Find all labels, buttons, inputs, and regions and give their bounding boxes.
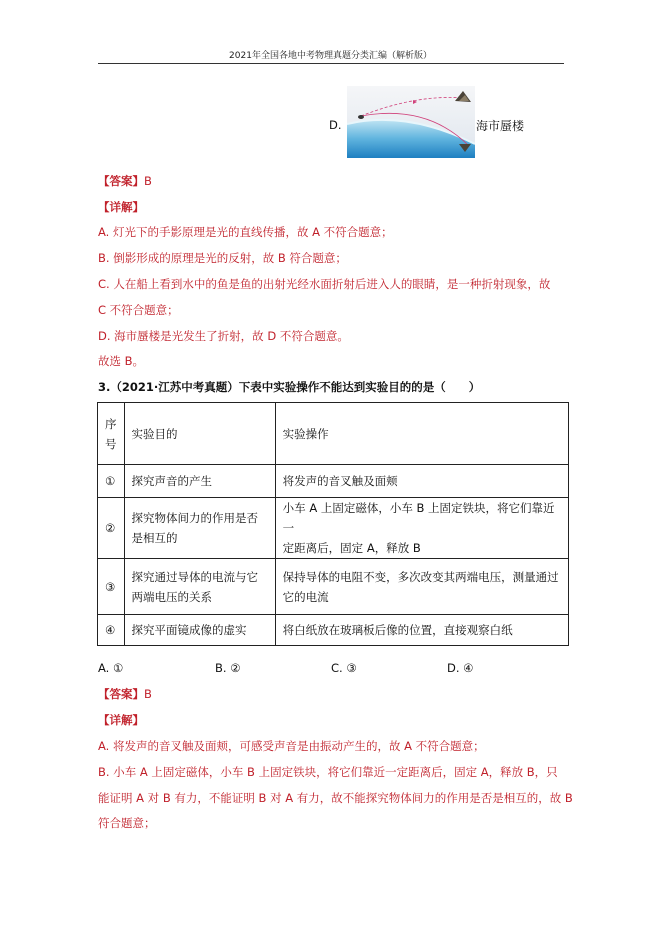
detail-tag: 【详解】 <box>98 200 144 214</box>
table-row <box>98 498 569 559</box>
q2-detail-line: B. 倒影形成的原理是光的反射，故 B 符合题意； <box>98 251 347 265</box>
option-d-letter: D. <box>329 118 342 132</box>
row-purpose: 探究平面镜成像的虚实 <box>124 615 275 646</box>
row-no: ① <box>98 465 125 498</box>
q3-detail-tag <box>98 712 144 728</box>
operation-line: 它的电流 <box>282 589 329 604</box>
table-row <box>98 559 569 615</box>
detail-tag: 【详解】 <box>98 713 144 727</box>
q2-detail-line: A. 灯光下的手影原理是光的直线传播，故 A 不符合题意； <box>98 225 393 239</box>
page-header: 2021年全国各地中考物理真题分类汇编（解析版） <box>229 51 432 61</box>
operation-line: 定距离后，固定 A，释放 B <box>282 541 421 555</box>
row-no: ④ <box>98 615 125 646</box>
q3-detail-line: B. 小车 A 上固定磁体，小车 B 上固定铁块，将它们靠近一定距离后，固定 A，释放 B，只 <box>98 765 558 779</box>
q2-detail-tag <box>98 199 144 215</box>
purpose-line: 探究通过导体的电流与它 <box>131 569 258 584</box>
answer-value: B <box>144 687 152 701</box>
purpose-line: 两端电压的关系 <box>131 589 212 604</box>
option-a: A. ① <box>98 661 124 675</box>
row-purpose <box>124 498 275 559</box>
answer-tag: 【答案】 <box>98 174 144 188</box>
q2-detail-line: C 不符合题意； <box>98 303 179 317</box>
header-no-line: 号 <box>105 436 117 451</box>
row-no: ② <box>98 498 125 559</box>
q3-detail-line: 能证明 A 对 B 有力，不能证明 B 对 A 有力，故不能探究物体间力的作用是否是相互的，故 B <box>98 791 573 805</box>
option-d: D. ④ <box>447 661 474 675</box>
operation-line: 小车 A 上固定磁体，小车 B 上固定铁块，将它们靠近一 <box>282 501 555 535</box>
q3-detail-line: 符合题意； <box>98 816 156 830</box>
table-header-row <box>98 403 569 465</box>
header-operation: 实验操作 <box>275 403 568 465</box>
header-divider <box>98 63 564 64</box>
q2-answer <box>98 173 152 189</box>
row-no: ③ <box>98 559 125 615</box>
option-d-caption: 海市蜃楼 <box>476 119 525 133</box>
q2-conclusion: 故选 B。 <box>98 354 145 368</box>
header-no-line: 序 <box>105 416 117 431</box>
q3-stem: 3.（2021·江苏中考真题）下表中实验操作不能达到实验目的的是（ ） <box>98 380 481 394</box>
experiment-table <box>97 402 569 646</box>
table-row <box>98 615 569 646</box>
operation-line: 保持导体的电阻不变，多次改变其两端电压，测量通过 <box>282 569 559 584</box>
purpose-line: 是相互的 <box>131 531 178 545</box>
purpose-line: 探究物体间力的作用是否 <box>131 511 258 525</box>
option-c: C. ③ <box>331 661 357 675</box>
row-purpose: 探究声音的产生 <box>124 465 275 498</box>
q2-detail-line: D. 海市蜃楼是光发生了折射，故 D 不符合题意。 <box>98 329 349 343</box>
answer-tag: 【答案】 <box>98 687 144 701</box>
table-row <box>98 465 569 498</box>
row-operation <box>275 559 568 615</box>
row-operation: 将发声的音叉触及面颊 <box>275 465 568 498</box>
answer-value: B <box>144 174 152 188</box>
header-purpose: 实验目的 <box>124 403 275 465</box>
row-purpose <box>124 559 275 615</box>
q3-detail-line: A. 将发声的音叉触及面颊，可感受声音是由振动产生的，故 A 不符合题意； <box>98 739 485 753</box>
row-operation: 将白纸放在玻璃板后像的位置，直接观察白纸 <box>275 615 568 646</box>
row-operation <box>275 498 568 559</box>
q3-answer <box>98 686 152 702</box>
option-b: B. ② <box>215 661 241 675</box>
header-no <box>98 403 125 465</box>
mirage-image <box>347 86 475 158</box>
q2-detail-line: C. 人在船上看到水中的鱼是鱼的出射光经水面折射后进入人的眼睛，是一种折射现象，故 <box>98 277 551 291</box>
